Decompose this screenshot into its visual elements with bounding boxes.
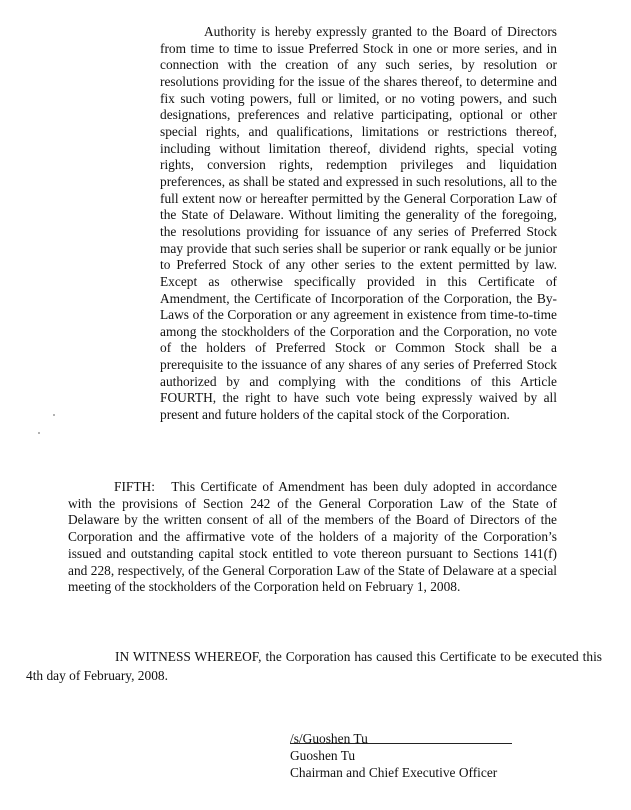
signature-line bbox=[290, 730, 530, 747]
scan-speck bbox=[38, 432, 40, 434]
article-fifth-text: This Certificate of Amendment has been duly adopted in accordance with the provisions of Section 242 of the General Corporation Law of the State of Delaware by the written consent of all of the members of the Board of Directors of the Corporation and the affirmative vote of the holders of a majority of the Corporation’s issued and outstanding capital stock entitled to vote thereon pursuant to Sections 141(f) and 228, respectively, of the General Corporation Law of the State of Delaware at a special meeting of the stockholders of the Corporation held on February 1, 2008. bbox=[68, 479, 557, 595]
article-fourth-continued-paragraph: Authority is hereby expressly granted to the Board of Directors from time to time to issue Preferred Stock in one or more series, and in connection with the creation of any such series, by resolution or resolutions providing for the issue of the shares thereof, to determine and fix such voting powers, full or limited, or no voting powers, and such designations, preferences and relative participating, optional or other special rights, and qualifications, limitations or restrictions thereof, including without limitation thereof, dividend rights, special voting rights, conversion rights, redemption privileges and liquidation preferences, as shall be stated and expressed in such resolutions, all to the full extent now or hereafter permitted by the General Corporation Law of the State of Delaware. Without limiting the generality of the foregoing, the resolutions providing for issuance of any series of Preferred Stock may provide that such series shall be superior or rank equally or be junior to Preferred Stock of any other series to the extent permitted by law. Except as otherwise specifically provided in this Certificate of Amendment, the Certificate of Incorporation of the Corporation, the By-Laws of the Corporation or any agreement in existence from time-to-time among the stockholders of the Corporation and the Corporation, no vote of the holders of Preferred Stock or Common Stock shall be a prerequisite to the issuance of any shares of any series of Preferred Stock authorized by and complying with the conditions of this Article FOURTH, the right to have such vote being expressly waived by all present and future holders of the capital stock of the Corporation. bbox=[160, 24, 557, 423]
signature-conformed: /s/Guoshen Tu bbox=[290, 731, 368, 746]
witness-paragraph: IN WITNESS WHEREOF, the Corporation has caused this Certificate to be executed this 4th day of February, 2008. bbox=[26, 649, 602, 683]
signatory-title: Chairman and Chief Executive Officer bbox=[290, 765, 498, 780]
scan-speck bbox=[53, 414, 55, 416]
signature-block bbox=[290, 730, 530, 781]
article-fifth-paragraph bbox=[68, 479, 557, 596]
article-fifth-heading: FIFTH: bbox=[114, 479, 155, 494]
signatory-name: Guoshen Tu bbox=[290, 748, 356, 763]
